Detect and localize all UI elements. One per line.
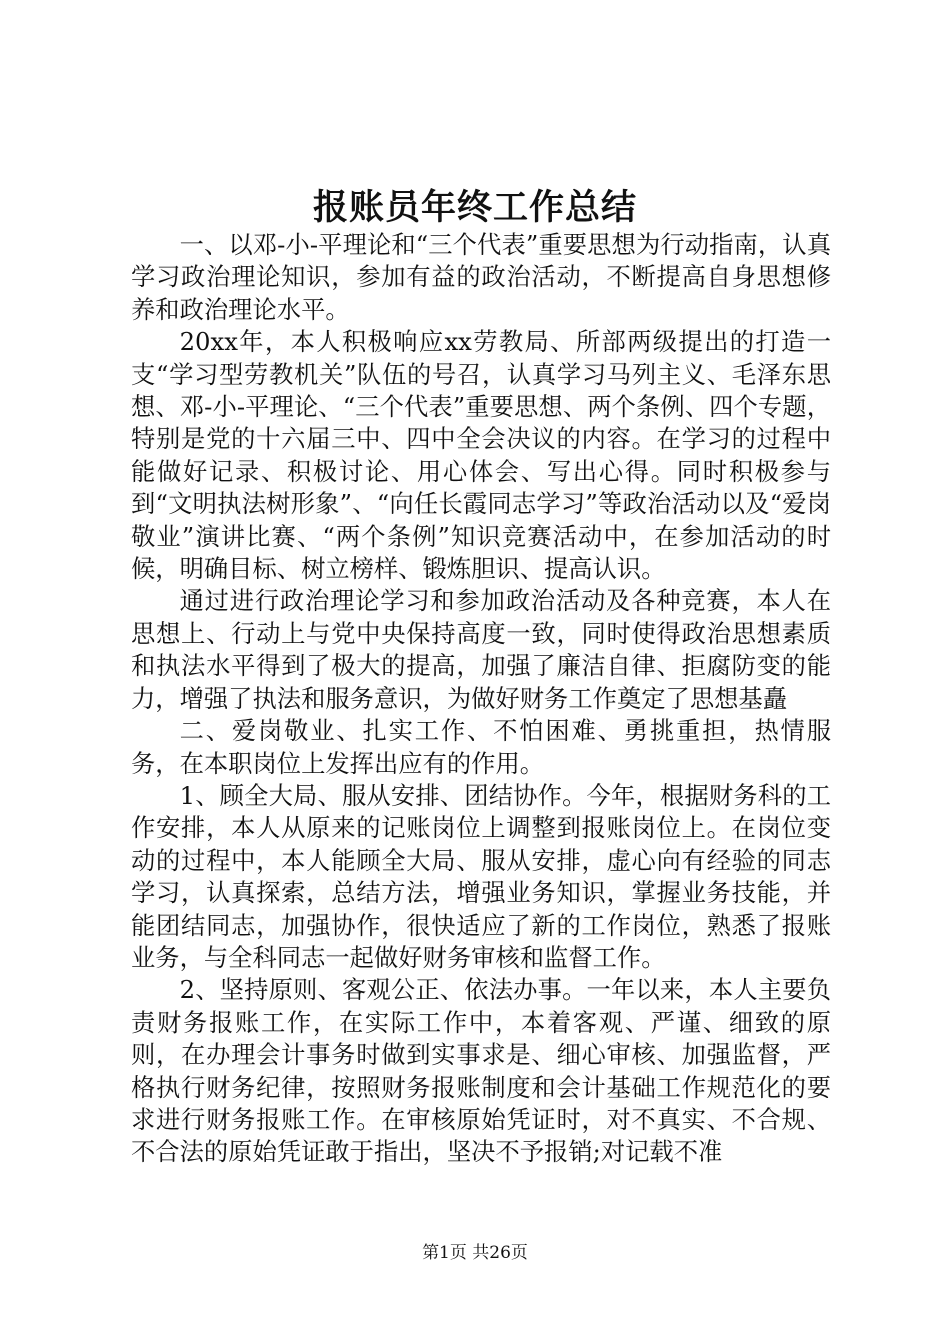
page-number-footer: 第1页 共26页 (422, 1243, 528, 1263)
paragraph-5: 1、顾全大局、服从安排、团结协作。今年，根据财务科的工作安排，本人从原来的记账岗位上调整到报账岗位上。在岗位变动的过程中，本人能顾全大局、服从安排，虚心向有经验的同志学习，认真探索，总结方法，增强业务知识，掌握业务技能，并能团结同志，加强协作，很快适应了新的工作岗位，熟悉了报账业务，与全科同志一起做好财务审核和监督工作。 (131, 780, 831, 972)
paragraph-1: 一、以邓-小-平理论和“三个代表”重要思想为行动指南，认真学习政治理论知识，参加有益的政治活动，不断提高自身思想修养和政治理论水平。 (131, 230, 831, 324)
paragraph-2: 20xx年，本人积极响应xx劳教局、所部两级提出的打造一支“学习型劳教机关”队伍的号召，认真学习马列主义、毛泽东思想、邓-小-平理论、“三个代表”重要思想、两个条例、四个专题，特别是党的十六届三中、四中全会决议的内容。在学习的过程中能做好记录、积极讨论、用心体会、写出心得。同时积极参与到“文明执法树形象”、“向任长霞同志学习”等政治活动以及“爱岗敬业”演讲比赛、“两个条例”知识竞赛活动中，在参加活动的时候，明确目标、树立榜样、锻炼胆识、提高认识。 (131, 327, 831, 584)
document-body (131, 229, 831, 1169)
paragraph-6: 2、坚持原则、客观公正、依法办事。一年以来，本人主要负责财务报账工作，在实际工作中，本着客观、严谨、细致的原则，在办理会计事务时做到实事求是、细心审核、加强监督，严格执行财务纪律，按照财务报账制度和会计基础工作规范化的要求进行财务报账工作。在审核原始凭证时，对不真实、不合规、不合法的原始凭证敢于指出，坚决不予报销;对记载不准 (131, 975, 831, 1167)
paragraph-4: 二、爱岗敬业、扎实工作、不怕困难、勇挑重担，热情服务，在本职岗位上发挥出应有的作用。 (131, 716, 831, 778)
paragraph-3: 通过进行政治理论学习和参加政治活动及各种竞赛，本人在思想上、行动上与党中央保持高度一致，同时使得政治思想素质和执法水平得到了极大的提高，加强了廉洁自律、拒腐防变的能力，增强了执法和服务意识，为做好财务工作奠定了思想基矗 (131, 586, 831, 713)
document-title: 报账员年终工作总结 (312, 187, 637, 228)
